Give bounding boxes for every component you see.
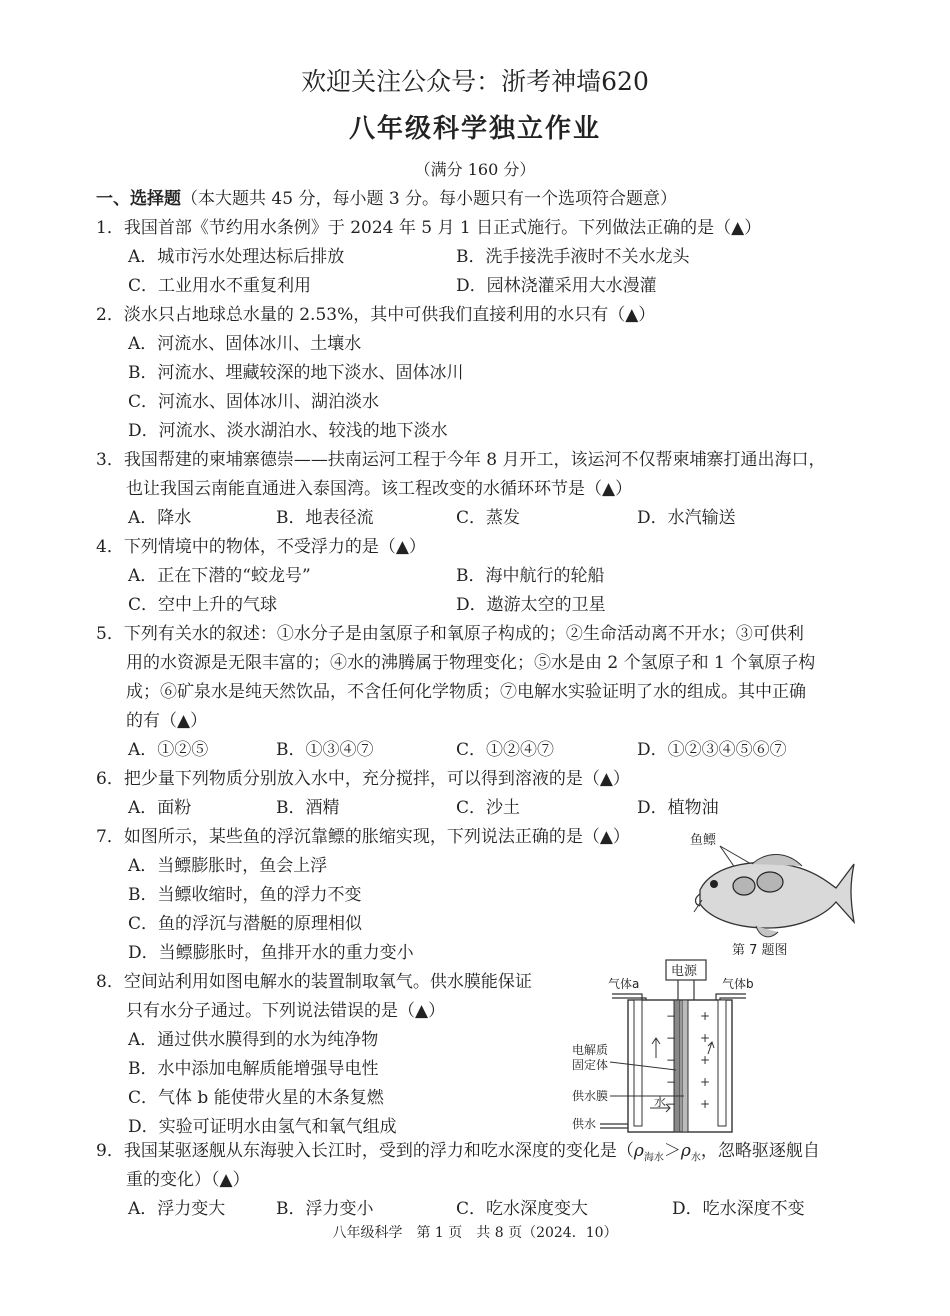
section-heading (96, 188, 677, 210)
q8-stem-line1: 8．空间站利用如图电解水的装置制取氧气。供水膜能保证 (96, 972, 532, 992)
q7-option-a: A．当鳔膨胀时，鱼会上浮 (128, 856, 328, 876)
minus-sign: − (666, 1031, 677, 1045)
section-desc: （本大题共 45 分，每小题 3 分。每小题只有一个选项符合题意） (181, 189, 678, 209)
q8-stem-line2: 只有水分子通过。下列说法错误的是（▲） (126, 1001, 446, 1021)
fish-swim-bladder-figure (690, 828, 860, 968)
q1-option-a: A．城市污水处理达标后排放 (128, 247, 345, 267)
minus-sign: − (666, 1053, 677, 1067)
q3-stem-line1: 3．我国帮建的柬埔寨德崇——扶南运河工程于今年 8 月开工，该运河不仅帮柬埔寨打通出海口， (96, 450, 826, 470)
q9-option-b: B．浮力变小 (276, 1199, 374, 1219)
right-electrode (718, 1000, 726, 1126)
q7-option-b: B．当鳔收缩时，鱼的浮力不变 (128, 885, 362, 905)
q2-option-a: A．河流水、固体冰川、土壤水 (128, 334, 362, 354)
q5-option-d: D．①②③④⑤⑥⑦ (637, 740, 787, 760)
q6-option-a: A．面粉 (128, 798, 192, 818)
gas-a-label: 气体a (608, 977, 640, 991)
q9-stem-pre: 9．我国某驱逐舰从东海驶入长江时，受到的浮力和吃水深度的变化是（ (96, 1141, 634, 1161)
power-label: 电源 (671, 964, 698, 979)
q6-option-c: C．沙土 (456, 798, 521, 818)
plus-sign: + (700, 1009, 711, 1023)
q9-stem-line1 (96, 1140, 820, 1169)
q3-option-b: B．地表径流 (276, 508, 374, 528)
rho-sub-water: 水 (690, 1152, 701, 1164)
q5-option-c: C．①②④⑦ (456, 740, 555, 760)
fish-bladder-label: 鱼鳔 (690, 833, 717, 848)
rho-symbol: ρ (633, 1141, 644, 1161)
water-supply-membrane (682, 1000, 688, 1132)
fig7-caption: 第 7 题图 (732, 943, 788, 958)
minus-sign: − (666, 1097, 677, 1111)
water-label: 水 (654, 1095, 667, 1109)
q9-stem-line2: 重的变化）（▲） (126, 1170, 250, 1190)
plus-sign: + (700, 1053, 711, 1067)
q9-option-d: D．吃水深度不变 (672, 1199, 805, 1219)
electrolysis-device-figure (570, 958, 800, 1140)
q3-option-d: D．水汽输送 (637, 508, 736, 528)
section-title: 一、选择题 (96, 189, 181, 209)
greater-than: ＞ (663, 1141, 681, 1161)
q3-option-c: C．蒸发 (456, 508, 521, 528)
q8-option-c: C．气体 b 能使带火星的木条复燃 (128, 1088, 384, 1108)
q8-option-d: D．实验可证明水由氢气和氧气组成 (128, 1117, 397, 1137)
q2-option-c: C．河流水、固体冰川、湖泊淡水 (128, 392, 380, 412)
q1-option-d: D．园林浇灌采用大水漫灌 (456, 276, 657, 296)
q4-option-a: A．正在下潜的“蛟龙号” (128, 566, 311, 586)
q4-option-b: B．海中航行的轮船 (456, 566, 605, 586)
swim-bladder-rear (757, 872, 783, 892)
q2-stem: 2．淡水只占地球总水量的 2.53%，其中可供我们直接利用的水只有（▲） (96, 305, 656, 325)
q4-option-c: C．空中上升的气球 (128, 595, 278, 615)
q5-stem-line1: 5．下列有关水的叙述：①水分子是由氢原子和氧原子构成的；②生命活动离不开水；③可供利 (96, 624, 804, 644)
q5-option-a: A．①②⑤ (128, 740, 209, 760)
q7-stem: 7．如图所示，某些鱼的浮沉靠鳔的胀缩实现，下列说法正确的是（▲） (96, 827, 630, 847)
watermark-heading: 欢迎关注公众号：浙考神墙620 (301, 67, 649, 96)
q9-stem-post: ，忽略驱逐舰自 (700, 1141, 820, 1161)
q5-stem-line2: 用的水资源是无限丰富的；④水的沸腾属于物理变化；⑤水是由 2 个氢原子和 1 个氧原子构 (126, 653, 816, 673)
q9-option-a: A．浮力变大 (128, 1199, 226, 1219)
q5-stem-line4: 的有（▲） (126, 711, 208, 731)
minus-sign: − (666, 1009, 677, 1023)
q7-option-d: D．当鳔膨胀时，鱼排开水的重力变小 (128, 943, 414, 963)
rho-sub-sea: 海水 (643, 1152, 664, 1164)
page-footer: 八年级科学 第 1 页 共 8 页（2024．10） (332, 1225, 618, 1241)
q4-stem: 4．下列情境中的物体，不受浮力的是（▲） (96, 537, 426, 557)
plus-sign: + (700, 1097, 711, 1111)
fish-icon (694, 854, 854, 936)
full-score: （满分 160 分） (414, 160, 536, 179)
q3-stem-line2: 也让我国云南能直通进入泰国湾。该工程改变的水循环环节是（▲） (126, 479, 633, 499)
left-electrode (634, 1000, 642, 1126)
q7-option-c: C．鱼的浮沉与潜艇的原理相似 (128, 914, 363, 934)
q1-stem: 1．我国首部《节约用水条例》于 2024 年 5 月 1 日正式施行。下列做法正确的是（▲） (96, 218, 762, 238)
q4-option-d: D．遨游太空的卫星 (456, 595, 606, 615)
page-title: 八年级科学独立作业 (348, 114, 601, 144)
q2-option-b: B．河流水、埋藏较深的地下淡水、固体冰川 (128, 363, 464, 383)
gas-a-outlet (612, 994, 642, 1000)
q8-option-b: B．水中添加电解质能增强导电性 (128, 1059, 379, 1079)
electrolyte-label-2: 固定体 (572, 1058, 609, 1072)
plus-sign: + (700, 1031, 711, 1045)
rho-symbol: ρ (680, 1141, 691, 1161)
plus-sign: + (700, 1075, 711, 1089)
minus-sign: − (666, 1075, 677, 1089)
q3-option-a: A．降水 (128, 508, 192, 528)
q6-stem: 6．把少量下列物质分别放入水中，充分搅拌，可以得到溶液的是（▲） (96, 769, 630, 789)
swim-bladder-front (733, 877, 755, 895)
q2-option-d: D．河流水、淡水湖泊水、较浅的地下淡水 (128, 421, 448, 441)
q5-stem-line3: 成；⑥矿泉水是纯天然饮品，不含任何化学物质；⑦电解水实验证明了水的组成。其中正确 (126, 682, 806, 702)
q5-option-b: B．①③④⑦ (276, 740, 374, 760)
membrane-label: 供水膜 (572, 1089, 609, 1103)
water-supply-label: 供水 (572, 1117, 597, 1131)
gas-b-label: 气体b (722, 977, 754, 991)
q6-option-d: D．植物油 (637, 798, 719, 818)
electrolyte-label-1: 电解质 (572, 1043, 609, 1057)
q8-option-a: A．通过供水膜得到的水为纯净物 (128, 1030, 379, 1050)
q9-option-c: C．吃水深度变大 (456, 1199, 589, 1219)
q1-option-b: B．洗手接洗手液时不关水龙头 (456, 247, 690, 267)
q6-option-b: B．酒精 (276, 798, 340, 818)
q1-option-c: C．工业用水不重复利用 (128, 276, 312, 296)
